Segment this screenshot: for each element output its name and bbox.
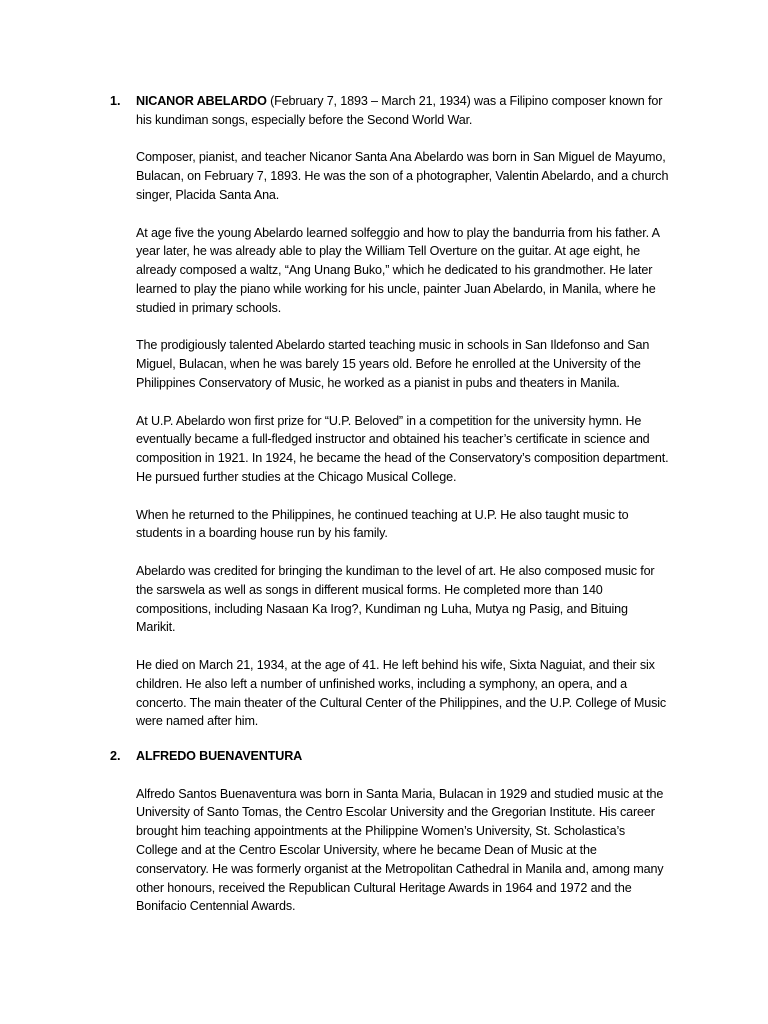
composer-name: ALFREDO BUENAVENTURA bbox=[136, 749, 303, 763]
body-paragraph: Abelardo was credited for bringing the kundiman to the level of art. He also composed music for the sarswela as well as songs in different musical forms. He completed more than 140 compositions, including Nasaan Ka Irog?, Kundiman ng Luha, Mutya ng Pasig, and Bituing Marikit. bbox=[136, 563, 655, 635]
list-number: 2. bbox=[110, 749, 121, 763]
body-paragraph: Composer, pianist, and teacher Nicanor Santa Ana Abelardo was born in San Miguel de Mayumo, Bulacan, on February 7, 1893. He was the son of a photographer, Valentin Abelardo, and a church singer, Placida Santa Ana. bbox=[136, 150, 669, 202]
intro-text: (February 7, 1893 – March 21, 1934) was a Filipino composer known for his kundiman songs, especially before the Second World War. bbox=[136, 94, 663, 127]
body-paragraph: At U.P. Abelardo won first prize for “U.P. Beloved” in a competition for the university hymn. He eventually became a full-fledged instructor and obtained his teacher’s certificate in science and composition in 1921. In 1924, he became the head of the Conservatory’s composition department. He pursued further studies at the Chicago Musical College. bbox=[136, 413, 669, 484]
composer-entry-buenaventura bbox=[110, 747, 670, 935]
body-paragraph: The prodigiously talented Abelardo started teaching music in schools in San Ildefonso and San Miguel, Bulacan, when he was barely 15 years old. Before he enrolled at the University of the Philippines Conservatory of Music, he worked as a pianist in pubs and theaters in Manila. bbox=[136, 338, 650, 390]
entry-body bbox=[136, 92, 670, 731]
body-paragraph: When he returned to the Philippines, he continued teaching at U.P. He also taught music to students in a boarding house run by his family. bbox=[136, 507, 629, 541]
body-paragraph: He died on March 21, 1934, at the age of 41. He left behind his wife, Sixta Naguiat, and their six children. He also left a number of unfinished works, including a symphony, an opera, and a concerto. The main theater of the Cultural Center of the Philippines, and the U.P. College of Music were named after him. bbox=[136, 657, 667, 729]
body-paragraph: Alfredo Santos Buenaventura was born in Santa Maria, Bulacan in 1929 and studied music at the University of Santo Tomas, the Centro Escolar University and the Gregorian Institute. His career brought him teaching appointments at the Philippine Women’s University, St. Scholastica’s College and at the Centro Escolar University, where he became Dean of Music at the conservatory. He was formerly organist at the Metropolitan Cathedral in Manila and, among many other honours, received the Republican Cultural Heritage Awards in 1964 and 1972 and the Bonifacio Centennial Awards. bbox=[136, 786, 664, 914]
composer-entry-abelardo bbox=[110, 92, 670, 750]
entry-body bbox=[136, 747, 670, 916]
entry-heading-paragraph bbox=[136, 747, 670, 766]
list-number: 1. bbox=[110, 94, 121, 108]
entry-intro-paragraph bbox=[136, 92, 670, 130]
composer-name: NICANOR ABELARDO bbox=[136, 94, 267, 108]
body-paragraph: At age five the young Abelardo learned solfeggio and how to play the bandurria from his father. A year later, he was already able to play the William Tell Overture on the guitar. At age eight, he already composed a waltz, “Ang Unang Buko,” which he dedicated to his grandmother. He later learned to play the piano while working for his uncle, painter Juan Abelardo, in Manila, where he studied in primary schools. bbox=[136, 225, 660, 315]
